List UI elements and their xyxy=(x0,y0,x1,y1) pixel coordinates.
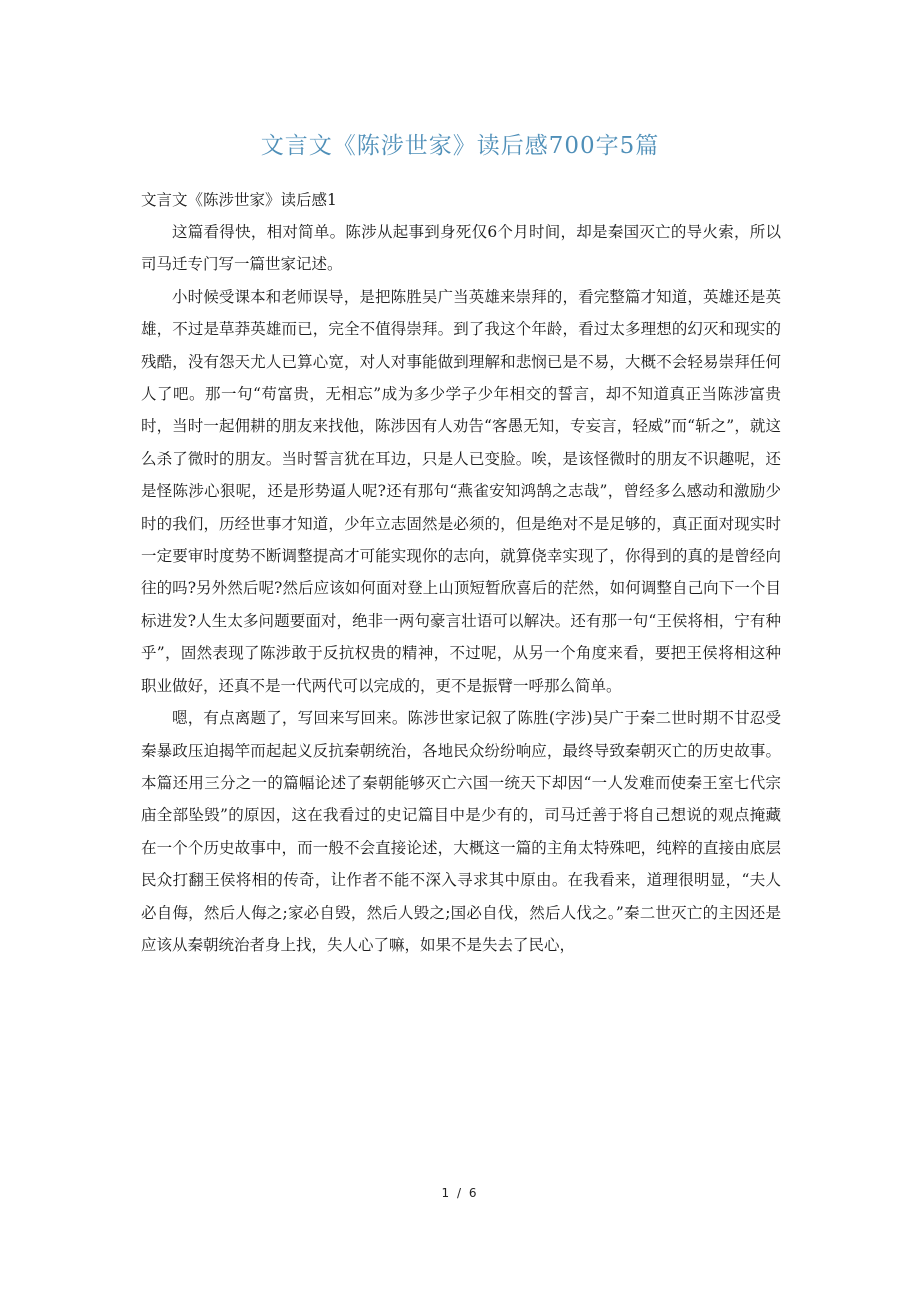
page-number: 1 / 6 xyxy=(441,1186,479,1200)
document-body xyxy=(141,184,781,961)
paragraph-3: 嗯，有点离题了，写回来写回来。陈涉世家记叙了陈胜(字涉)吴广于秦二世时期不甘忍受秦暴政压迫揭竿而起起义反抗秦朝统治，各地民众纷纷响应，最终导致秦朝灭亡的历史故事。本篇还用三分之一的篇幅论述了秦朝能够灭亡六国一统天下却因“一人发难而使秦王室七代宗庙全部坠毁”的原因，这在我看过的史记篇目中是少有的，司马迁善于将自己想说的观点掩藏在一个个历史故事中，而一般不会直接论述，大概这一篇的主角太特殊吧，纯粹的直接由底层民众打翻王侯将相的传奇，让作者不能不深入寻求其中原由。在我看来，道理很明显，“夫人必自侮，然后人侮之;家必自毁，然后人毁之;国必自伐，然后人伐之。”秦二世灭亡的主因还是应该从秦朝统治者身上找，失人心了嘛，如果不是失去了民心， xyxy=(141,709,781,954)
section-heading: 文言文《陈涉世家》读后感1 xyxy=(141,191,337,209)
paragraph-1: 这篇看得快，相对简单。陈涉从起事到身死仅6个月时间，却是秦国灭亡的导火索，所以司马迁专门写一篇世家记述。 xyxy=(141,223,781,274)
paragraph-2: 小时候受课本和老师误导，是把陈胜吴广当英雄来崇拜的，看完整篇才知道，英雄还是英雄，不过是草莽英雄而已，完全不值得崇拜。到了我这个年龄，看过太多理想的幻灭和现实的残酷，没有怨天尤人已算心宽，对人对事能做到理解和悲悯已是不易，大概不会轻易崇拜任何人了吧。那一句“苟富贵，无相忘”成为多少学子少年相交的誓言，却不知道真正当陈涉富贵时，当时一起佣耕的朋友来找他，陈涉因有人劝告“客愚无知，专妄言，轻威”而“斩之”，就这么杀了微时的朋友。当时誓言犹在耳边，只是人已变脸。唉，是该怪微时的朋友不识趣呢，还是怪陈涉心狠呢，还是形势逼人呢?还有那句“燕雀安知鸿鹄之志哉”，曾经多么感动和激励少时的我们，历经世事才知道，少年立志固然是必须的，但是绝对不是足够的，真正面对现实时一定要审时度势不断调整提高才可能实现你的志向，就算侥幸实现了，你得到的真的是曾经向往的吗?另外然后呢?然后应该如何面对登上山顶短暂欣喜后的茫然，如何调整自己向下一个目标进发?人生太多问题要面对，绝非一两句豪言壮语可以解决。还有那一句“王侯将相，宁有种乎”，固然表现了陈涉敢于反抗权贵的精神，不过呢，从另一个角度来看，要把王侯将相这种职业做好，还真不是一代两代可以完成的，更不是振臂一呼那么简单。 xyxy=(141,287,781,695)
document-title: 文言文《陈涉世家》读后感700字5篇 xyxy=(260,133,660,159)
